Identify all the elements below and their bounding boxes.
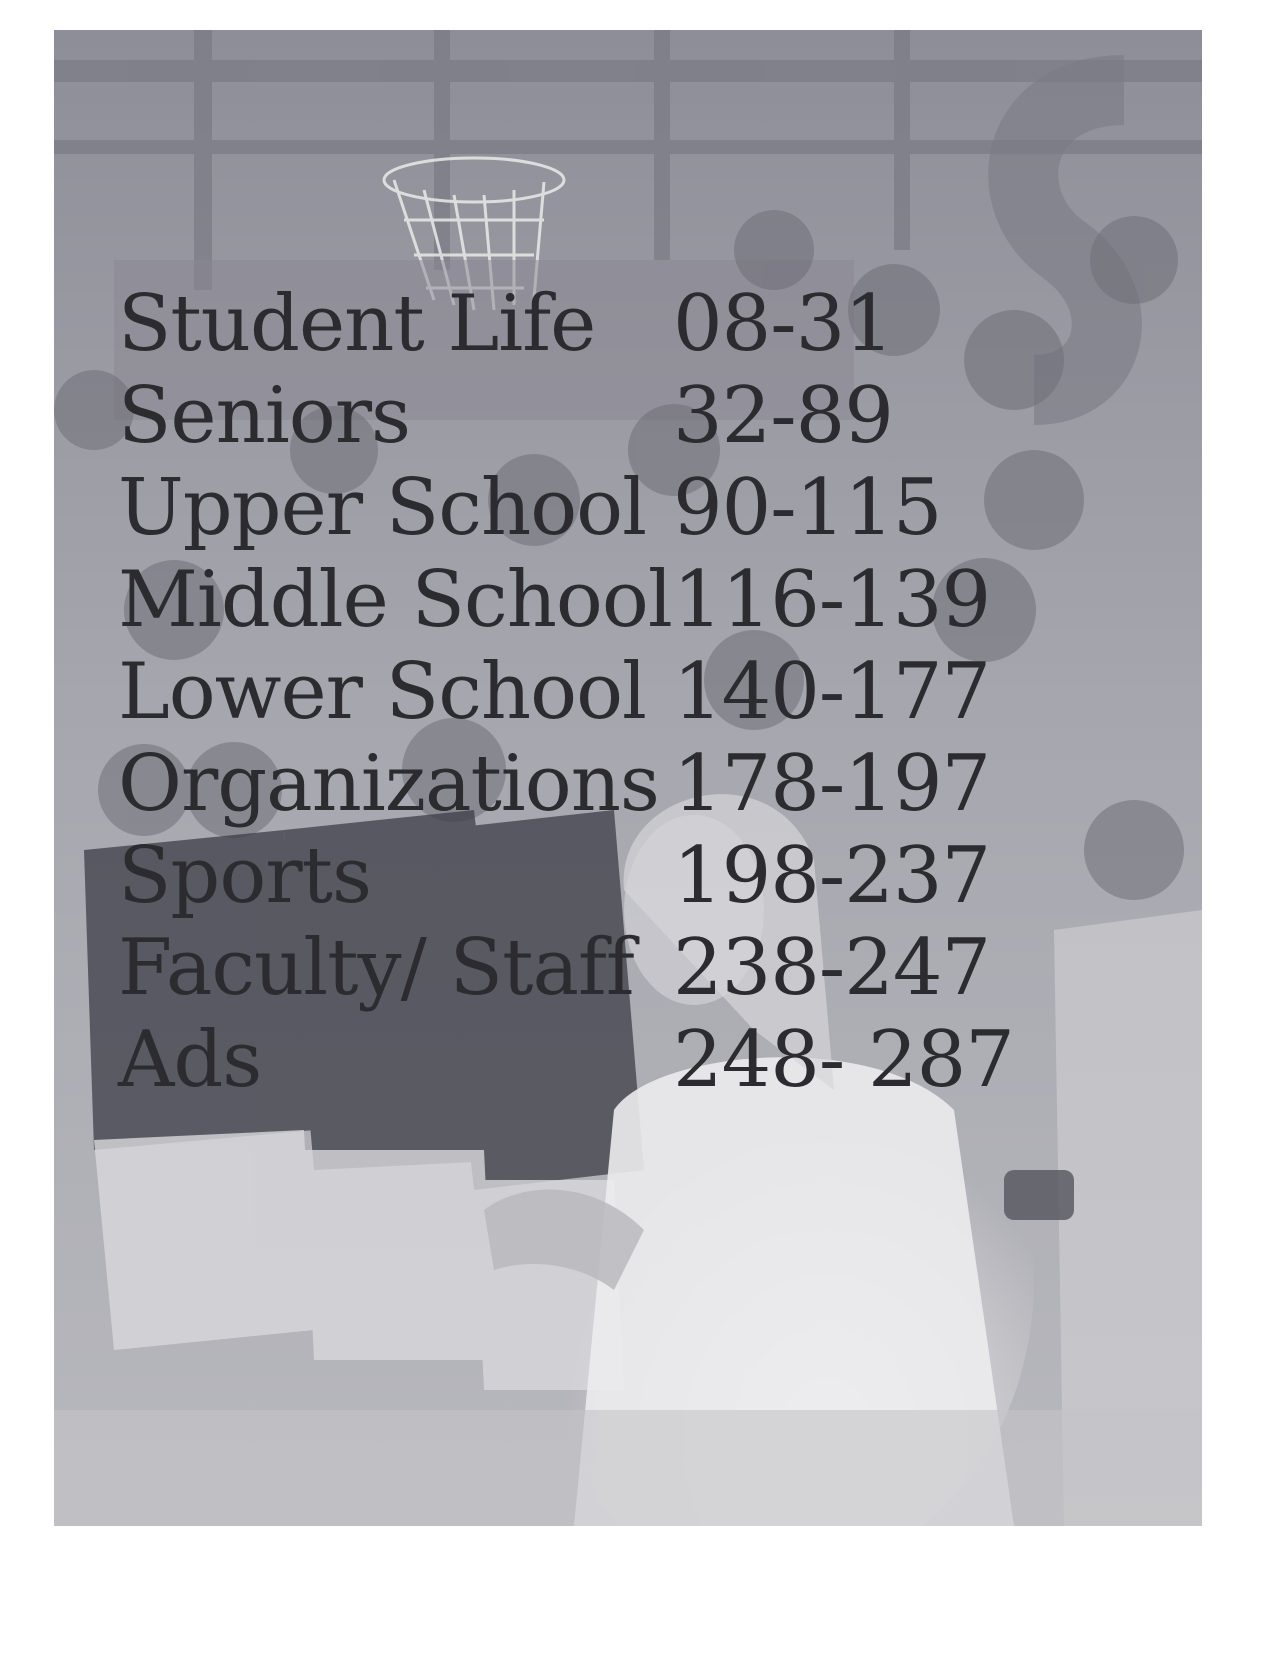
toc-entry	[118, 278, 1018, 370]
toc-entry	[118, 1014, 1018, 1106]
toc-section-title: Middle School	[118, 555, 672, 645]
toc-section-title: Ads	[118, 1015, 262, 1105]
toc-page-range: 90-115	[673, 463, 942, 553]
toc-entry	[118, 738, 1018, 830]
toc-section-title: Student Life	[118, 279, 596, 369]
toc-page-range: 198-237	[673, 831, 991, 921]
toc-page-range: 238-247	[673, 923, 991, 1013]
table-of-contents	[118, 278, 1018, 1106]
toc-section-title: Lower School	[118, 647, 646, 737]
toc-section-title: Upper School	[118, 463, 647, 553]
toc-page-range: 08-31	[673, 279, 893, 369]
toc-entry	[118, 370, 1018, 462]
toc-section-title: Seniors	[118, 371, 411, 461]
toc-page-range: 116-139	[673, 555, 991, 645]
toc-page-range: 248- 287	[673, 1015, 1014, 1105]
toc-entry	[118, 922, 1018, 1014]
toc-entry	[118, 830, 1018, 922]
toc-entry	[118, 554, 1018, 646]
toc-page-range: 32-89	[673, 371, 893, 461]
toc-entry	[118, 646, 1018, 738]
toc-page-range: 140-177	[673, 647, 991, 737]
toc-section-title: Faculty/ Staff	[118, 923, 634, 1013]
toc-entry	[118, 462, 1018, 554]
toc-section-title: Sports	[118, 831, 371, 921]
toc-section-title: Organizations	[118, 739, 659, 829]
toc-page-range: 178-197	[673, 739, 991, 829]
